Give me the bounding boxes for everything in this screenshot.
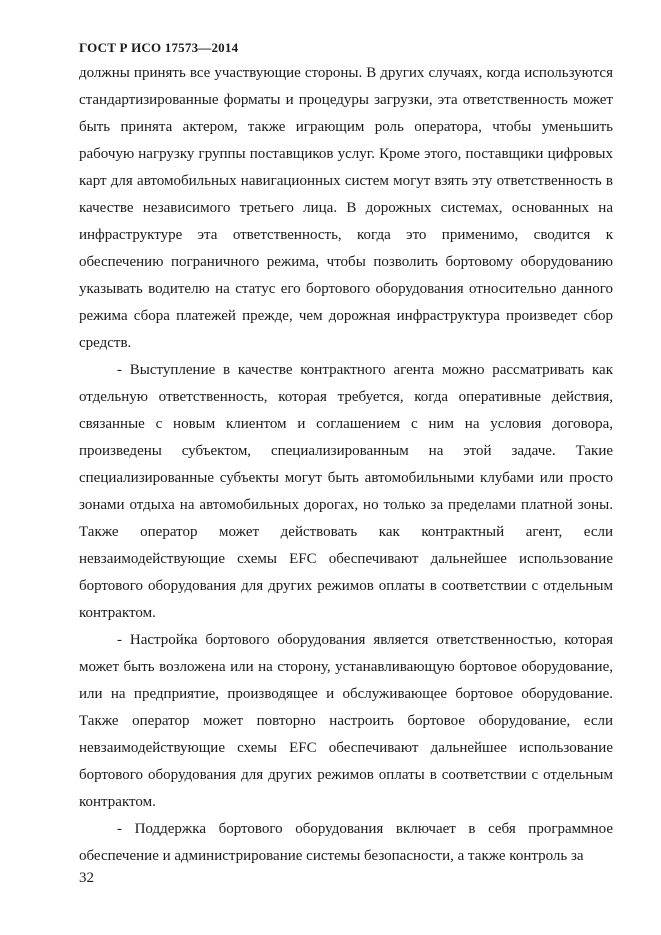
document-body [79, 60, 613, 870]
paragraph-continuation: должны принять все участвующие стороны. В других случаях, когда используются стандартизированные форматы и процедуры загрузки, эта ответственность может быть принята актером, также играющим роль оператора, чтобы уменьшить рабочую нагрузку группы поставщиков услуг. Кроме этого, поставщики цифровых карт для автомобильных навигационных систем могут взять эту ответственность в качестве независимого третьего лица. В дорожных системах, основанных на инфраструктуре эта ответственность, когда это применимо, сводится к обеспечению пограничного режима, чтобы позволить бортовому оборудованию указывать водителю на статус его бортового оборудования относительно данного режима сбора платежей прежде, чем дорожная инфраструктура произведет сбор средств. [79, 65, 613, 351]
paragraph-contract-agent: - Выступление в качестве контрактного агента можно рассматривать как отдельную ответственность, которая требуется, когда оперативные действия, связанные с новым клиентом и соглашением с ним на условия договора, произведены субъектом, специализированным на этой задаче. Такие специализированные субъекты могут быть автомобильными клубами или просто зонами отдыха на автомобильных дорогах, но только за пределами платной зоны. Также оператор может действовать как контрактный агент, если невзаимодействующие схемы EFC обеспечивают дальнейшее использование бортового оборудования для других режимов оплаты в соответствии с отдельным контрактом. [79, 362, 613, 621]
paragraph-obe-setup: - Настройка бортового оборудования является ответственностью, которая может быть возложена или на сторону, устанавливающую бортовое оборудование, или на предприятие, производящее и обслуживающее бортовое оборудование. Также оператор может повторно настроить бортовое оборудование, если невзаимодействующие схемы EFC обеспечивают дальнейшее использование бортового оборудования для других режимов оплаты в соответствии с отдельным контрактом. [79, 632, 613, 810]
page-number: 32 [79, 870, 94, 886]
paragraph-obe-support: - Поддержка бортового оборудования включает в себя программное обеспечение и администрирование системы безопасности, а также контроль за [79, 821, 613, 864]
document-header: ГОСТ Р ИСО 17573—2014 [79, 40, 239, 55]
